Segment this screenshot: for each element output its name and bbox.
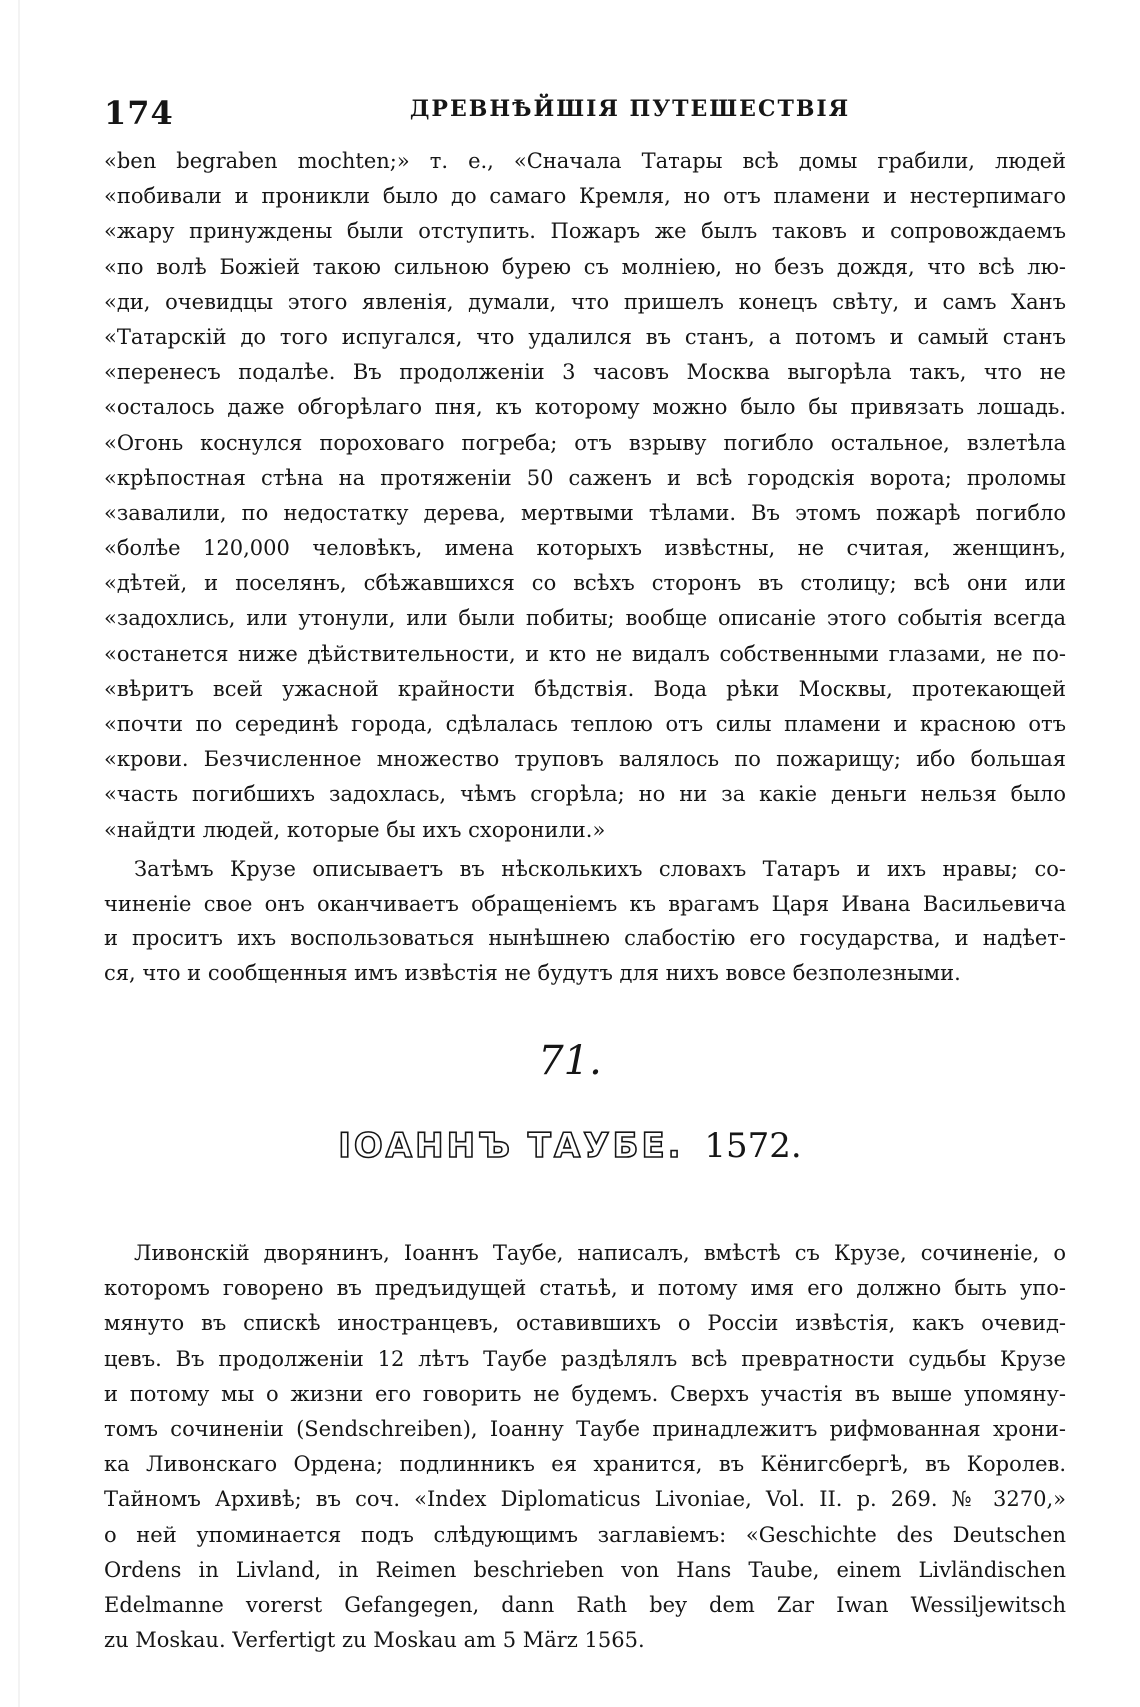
quote-line: «найдти людей, которые бы ихъ схоронили.» — [104, 817, 606, 842]
article-line: Тайномъ Архивѣ; въ соч. «Index Diplomaticus Livoniae, Vol. II. p. 269. № 3270,» — [104, 1487, 1066, 1512]
article-number: 71. — [538, 1038, 602, 1084]
article-line: о ней упоминается подъ слѣдующимъ заглавіемъ: «Geschichte des Deutschen — [104, 1522, 1066, 1547]
article-body — [104, 1236, 1066, 1658]
quote-line: «вѣритъ всей ужасной крайности бѣдствія. Вода рѣки Москвы, протекающей — [104, 676, 1066, 701]
quote-line: «Огонь коснулся пороховаго погреба; отъ взрыву погибло остальное, взлетѣла — [104, 430, 1066, 455]
quote-line: «дѣтей, и поселянъ, сбѣжавшихся со всѣхъ сторонъ въ столицу; всѣ они или — [104, 571, 1066, 596]
article-line: цевъ. Въ продолженіи 12 лѣтъ Таубе раздѣлялъ всѣ превратности судьбы Крузе — [104, 1346, 1066, 1371]
quote-line: «Татарскій до того испугался, что удалился въ станъ, а потомъ и самый станъ — [104, 324, 1066, 349]
article-line: томъ сочиненіи (Sendschreiben), Іоанну Таубе принадлежитъ рифмованная хрони- — [104, 1416, 1066, 1441]
article-line: zu Moskau. Verfertigt zu Moskau am 5 März 1565. — [104, 1628, 645, 1653]
quote-line: «задохлись, или утонули, или были побиты; вообще описаніе этого событія всегда — [104, 606, 1066, 631]
quote-line: «ди, очевидцы этого явленія, думали, что пришелъ конецъ свѣту, и самъ Ханъ — [104, 289, 1066, 314]
quote-line: «завалили, по недостатку дерева, мертвыми тѣлами. Въ этомъ пожарѣ погибло — [104, 500, 1066, 525]
summary-line: чиненіе свое онъ оканчиваетъ обращеніемъ къ врагамъ Царя Ивана Васильевича — [104, 891, 1066, 916]
quote-line: «часть погибшихъ задохлась, чѣмъ сгорѣла; но ни за какіе деньги нельзя было — [104, 782, 1066, 807]
article-line: мянуто въ спискѣ иностранцевъ, оставившихъ о Россіи извѣстія, какъ очевид- — [104, 1311, 1066, 1336]
quote-line: «почти по серединѣ города, сдѣлалась теплою отъ силы пламени и красною отъ — [104, 712, 1066, 736]
article-line: Ordens in Livland, in Reimen beschrieben von Hans Taube, einem Livländischen — [104, 1557, 1066, 1582]
quote-line: «осталось даже обгорѣлаго пня, къ которому можно было бы привязать лошадь. — [104, 395, 1066, 420]
summary-paragraph — [104, 852, 1066, 990]
article-line: Ливонскій дворянинъ, Іоаннъ Таубе, написалъ, вмѣстѣ съ Крузе, сочиненіе, о — [134, 1241, 1066, 1265]
quote-line: «болѣе 120,000 человѣкъ, имена которыхъ извѣстны, не считая, женщинъ, — [104, 536, 1066, 561]
page-gutter — [18, 0, 20, 1707]
page-number: 174 — [104, 94, 174, 132]
quote-line: «крѣпостная стѣна на протяженіи 50 саженъ и всѣ городскія ворота; проломы — [104, 465, 1066, 490]
article-line: которомъ говорено въ предъидущей статьѣ, и потому имя его должно быть упо- — [104, 1276, 1066, 1301]
quote-line: «по волѣ Божіей такою сильною бурею съ молніею, но безъ дождя, что всѣ лю- — [104, 254, 1066, 279]
article-line: ка Ливонскаго Ордена; подлинникъ ея хранится, въ Кёнигсбергѣ, въ Королев. — [104, 1452, 1066, 1477]
quote-line: «жару принуждены были отступить. Пожаръ же былъ таковъ и сопровождаемъ — [104, 219, 1066, 244]
article-line: и потому мы о жизни его говорить не будемъ. Сверхъ участія въ выше упомяну- — [104, 1381, 1066, 1406]
quote-line: «побивали и проникли было до самаго Кремля, но отъ пламени и нестерпимаго — [104, 184, 1066, 209]
quoted-passage — [104, 144, 1066, 848]
running-title: ДРЕВНѢЙШІЯ ПУТЕШЕСТВІЯ — [409, 96, 851, 122]
summary-line: Затѣмъ Крузе описываетъ въ нѣсколькихъ словахъ Татаръ и ихъ нравы; со- — [134, 857, 1066, 881]
quote-line: «ben begraben mochten;» т. е., «Сначала Татары всѣ домы грабили, людей — [104, 149, 1066, 173]
article-line: Edelmanne vorerst Gefangegen, dann Rath bey dem Zar Iwan Wessiljewitsch — [104, 1592, 1066, 1617]
summary-line: ся, что и сообщенныя имъ извѣстія не будутъ для нихъ вовсе безполезными. — [104, 960, 961, 985]
quote-line: «перенесъ подалѣе. Въ продолженіи 3 часовъ Москва выгорѣла такъ, что не — [104, 360, 1066, 385]
article-title-year: 1572. — [704, 1126, 802, 1166]
summary-line: и проситъ ихъ воспользоваться нынѣшнею слабостію его государства, и надѣет- — [104, 926, 1066, 950]
quote-line: «останется ниже дѣйствительности, и кто не видалъ собственными глазами, не по- — [104, 641, 1066, 666]
article-title-name: ІОАННЪ ТАУБЕ. — [338, 1126, 684, 1166]
quote-line: «крови. Безчисленное множество труповъ валялось по пожарищу; ибо большая — [104, 747, 1066, 772]
article-title — [0, 1126, 1140, 1166]
